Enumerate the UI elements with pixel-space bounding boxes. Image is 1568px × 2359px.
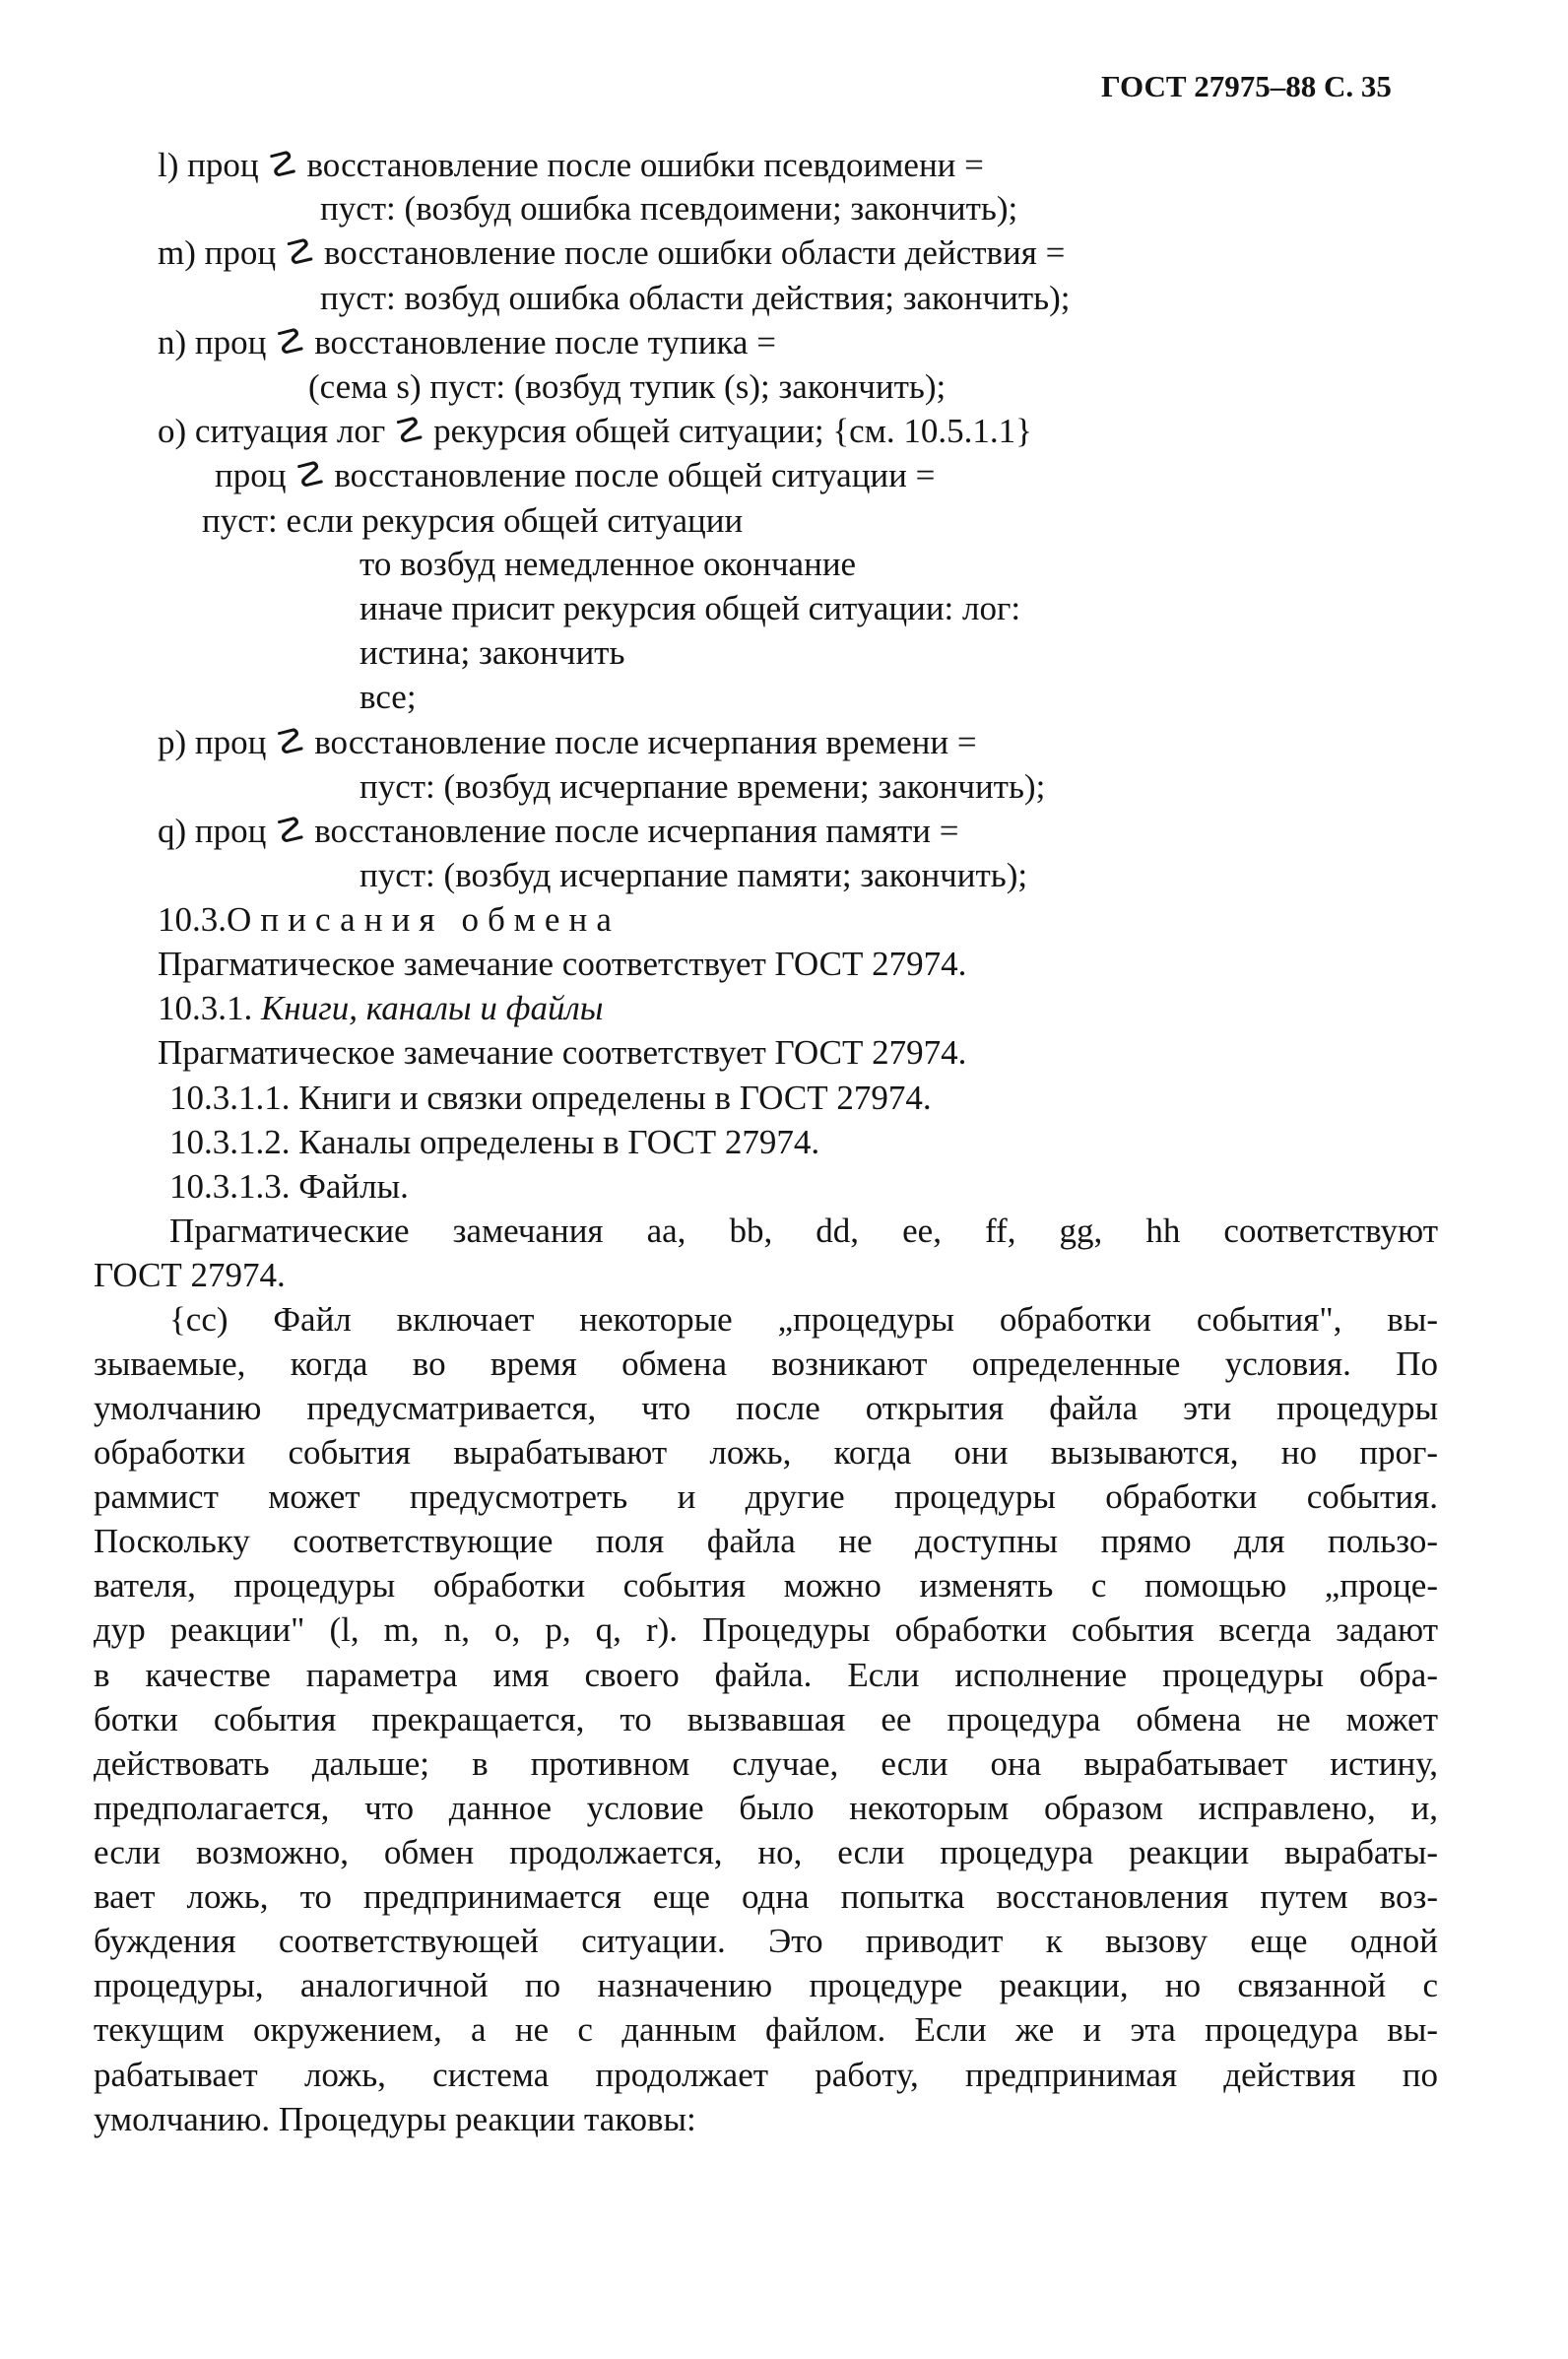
paragraph-line: умолчанию предусматривается, что после открытия файла эти процедуры [94, 1389, 1438, 1427]
pragmatic-note: Прагматическое замечание соответствует ГОСТ 27974. [158, 945, 967, 983]
subsection-line: 10.3.1.3. Файлы. [169, 1167, 409, 1206]
section-number: 10.3.1. [158, 989, 253, 1027]
code-line: q) проц ☡ восстановление после исчерпания памяти = [158, 812, 959, 850]
subsection-line: 10.3.1.2. Каналы определены в ГОСТ 27974. [169, 1123, 820, 1161]
paragraph-line: в качестве параметра имя своего файла. Если исполнение процедуры обра- [94, 1656, 1438, 1694]
paragraph-line: вает ложь, то предпринимается еще одна попытка восстановления путем воз- [94, 1877, 1438, 1916]
paragraph-line: дур реакции" (l, m, n, o, p, q, r). Процедуры обработки события всегда задают [94, 1610, 1438, 1649]
paragraph-line: текущим окружением, а не с данным файлом. Если же и эта процедура вы- [94, 2010, 1438, 2049]
code-line: p) проц ☡ восстановление после исчерпания времени = [158, 723, 977, 761]
paragraph-line: {cc) Файл включает некоторые „процедуры обработки события", вы- [169, 1300, 1438, 1339]
code-line: пуст: если рекурсия общей ситуации [202, 501, 744, 540]
code-line: истина; закончить [359, 633, 625, 672]
code-line: m) проц ☡ восстановление после ошибки области действия = [158, 233, 1066, 272]
code-line: пуст: (возбуд исчерпание памяти; закончить); [359, 856, 1028, 894]
subsection-heading [158, 991, 603, 1025]
code-line: (сема s) пуст: (возбуд тупик (s); закончить); [308, 367, 947, 406]
code-line: l) проц ☡ восстановление после ошибки псевдоимени = [158, 146, 984, 184]
code-line: o) ситуация лог ☡ рекурсия общей ситуации; {см. 10.5.1.1} [158, 412, 1032, 450]
code-line: иначе присит рекурсия общей ситуации: лог: [359, 589, 1021, 627]
code-line: все; [359, 678, 417, 716]
section-number: 10.3. [158, 900, 227, 939]
paragraph-line: если возможно, обмен продолжается, но, если процедура реакции вырабаты- [94, 1833, 1438, 1871]
pragmatic-note: Прагматическое замечание соответствует ГОСТ 27974. [158, 1033, 967, 1072]
paragraph-line: раммист может предусмотреть и другие процедуры обработки события. [94, 1477, 1438, 1516]
paragraph-line: вателя, процедуры обработки события можно изменять с помощью „проце- [94, 1566, 1438, 1605]
paragraph-line: ботки события прекращается, то вызвавшая ее процедура обмена не может [94, 1700, 1438, 1738]
page-header: ГОСТ 27975–88 С. 35 [1101, 69, 1392, 103]
section-title: Книги, каналы и файлы [261, 989, 604, 1027]
paragraph-line: Поскольку соответствующие поля файла не доступны прямо для пользо- [94, 1522, 1438, 1560]
code-line: пуст: (возбуд ошибка псевдоимени; закончить); [320, 189, 1018, 228]
paragraph-line: умолчанию. Процедуры реакции таковы: [94, 2100, 696, 2138]
paragraph-line: Прагматические замечания aa, bb, dd, ee, ff, gg, hh соответствуют [169, 1212, 1438, 1250]
code-line: то возбуд немедленное окончание [359, 545, 857, 583]
code-line: пуст: возбуд ошибка области действия; закончить); [320, 279, 1071, 317]
paragraph-line: процедуры, аналогичной по назначению процедуре реакции, но связанной с [94, 1966, 1438, 2004]
subsection-line: 10.3.1.1. Книги и связки определены в ГОСТ 27974. [169, 1079, 932, 1117]
code-line: проц ☡ восстановление после общей ситуации = [215, 456, 936, 494]
paragraph-line: действовать дальше; в противном случае, если она вырабатывает истину, [94, 1744, 1438, 1783]
code-line: пуст: (возбуд исчерпание времени; закончить); [359, 767, 1046, 806]
paragraph-line: ГОСТ 27974. [94, 1256, 286, 1294]
section-heading [158, 902, 621, 937]
paragraph-line: обработки события вырабатывают ложь, когда они вызываются, но прог- [94, 1433, 1438, 1472]
section-title: Описания обмена [227, 900, 621, 939]
paragraph-line: буждения соответствующей ситуации. Это приводит к вызову еще одной [94, 1922, 1438, 1960]
paragraph-line: рабатывает ложь, система продолжает работу, предпринимая действия по [94, 2056, 1438, 2094]
paragraph-line: предполагается, что данное условие было некоторым образом исправлено, и, [94, 1789, 1438, 1827]
paragraph-line: зываемые, когда во время обмена возникают определенные условия. По [94, 1344, 1438, 1383]
code-line: n) проц ☡ восстановление после тупика = [158, 323, 776, 361]
